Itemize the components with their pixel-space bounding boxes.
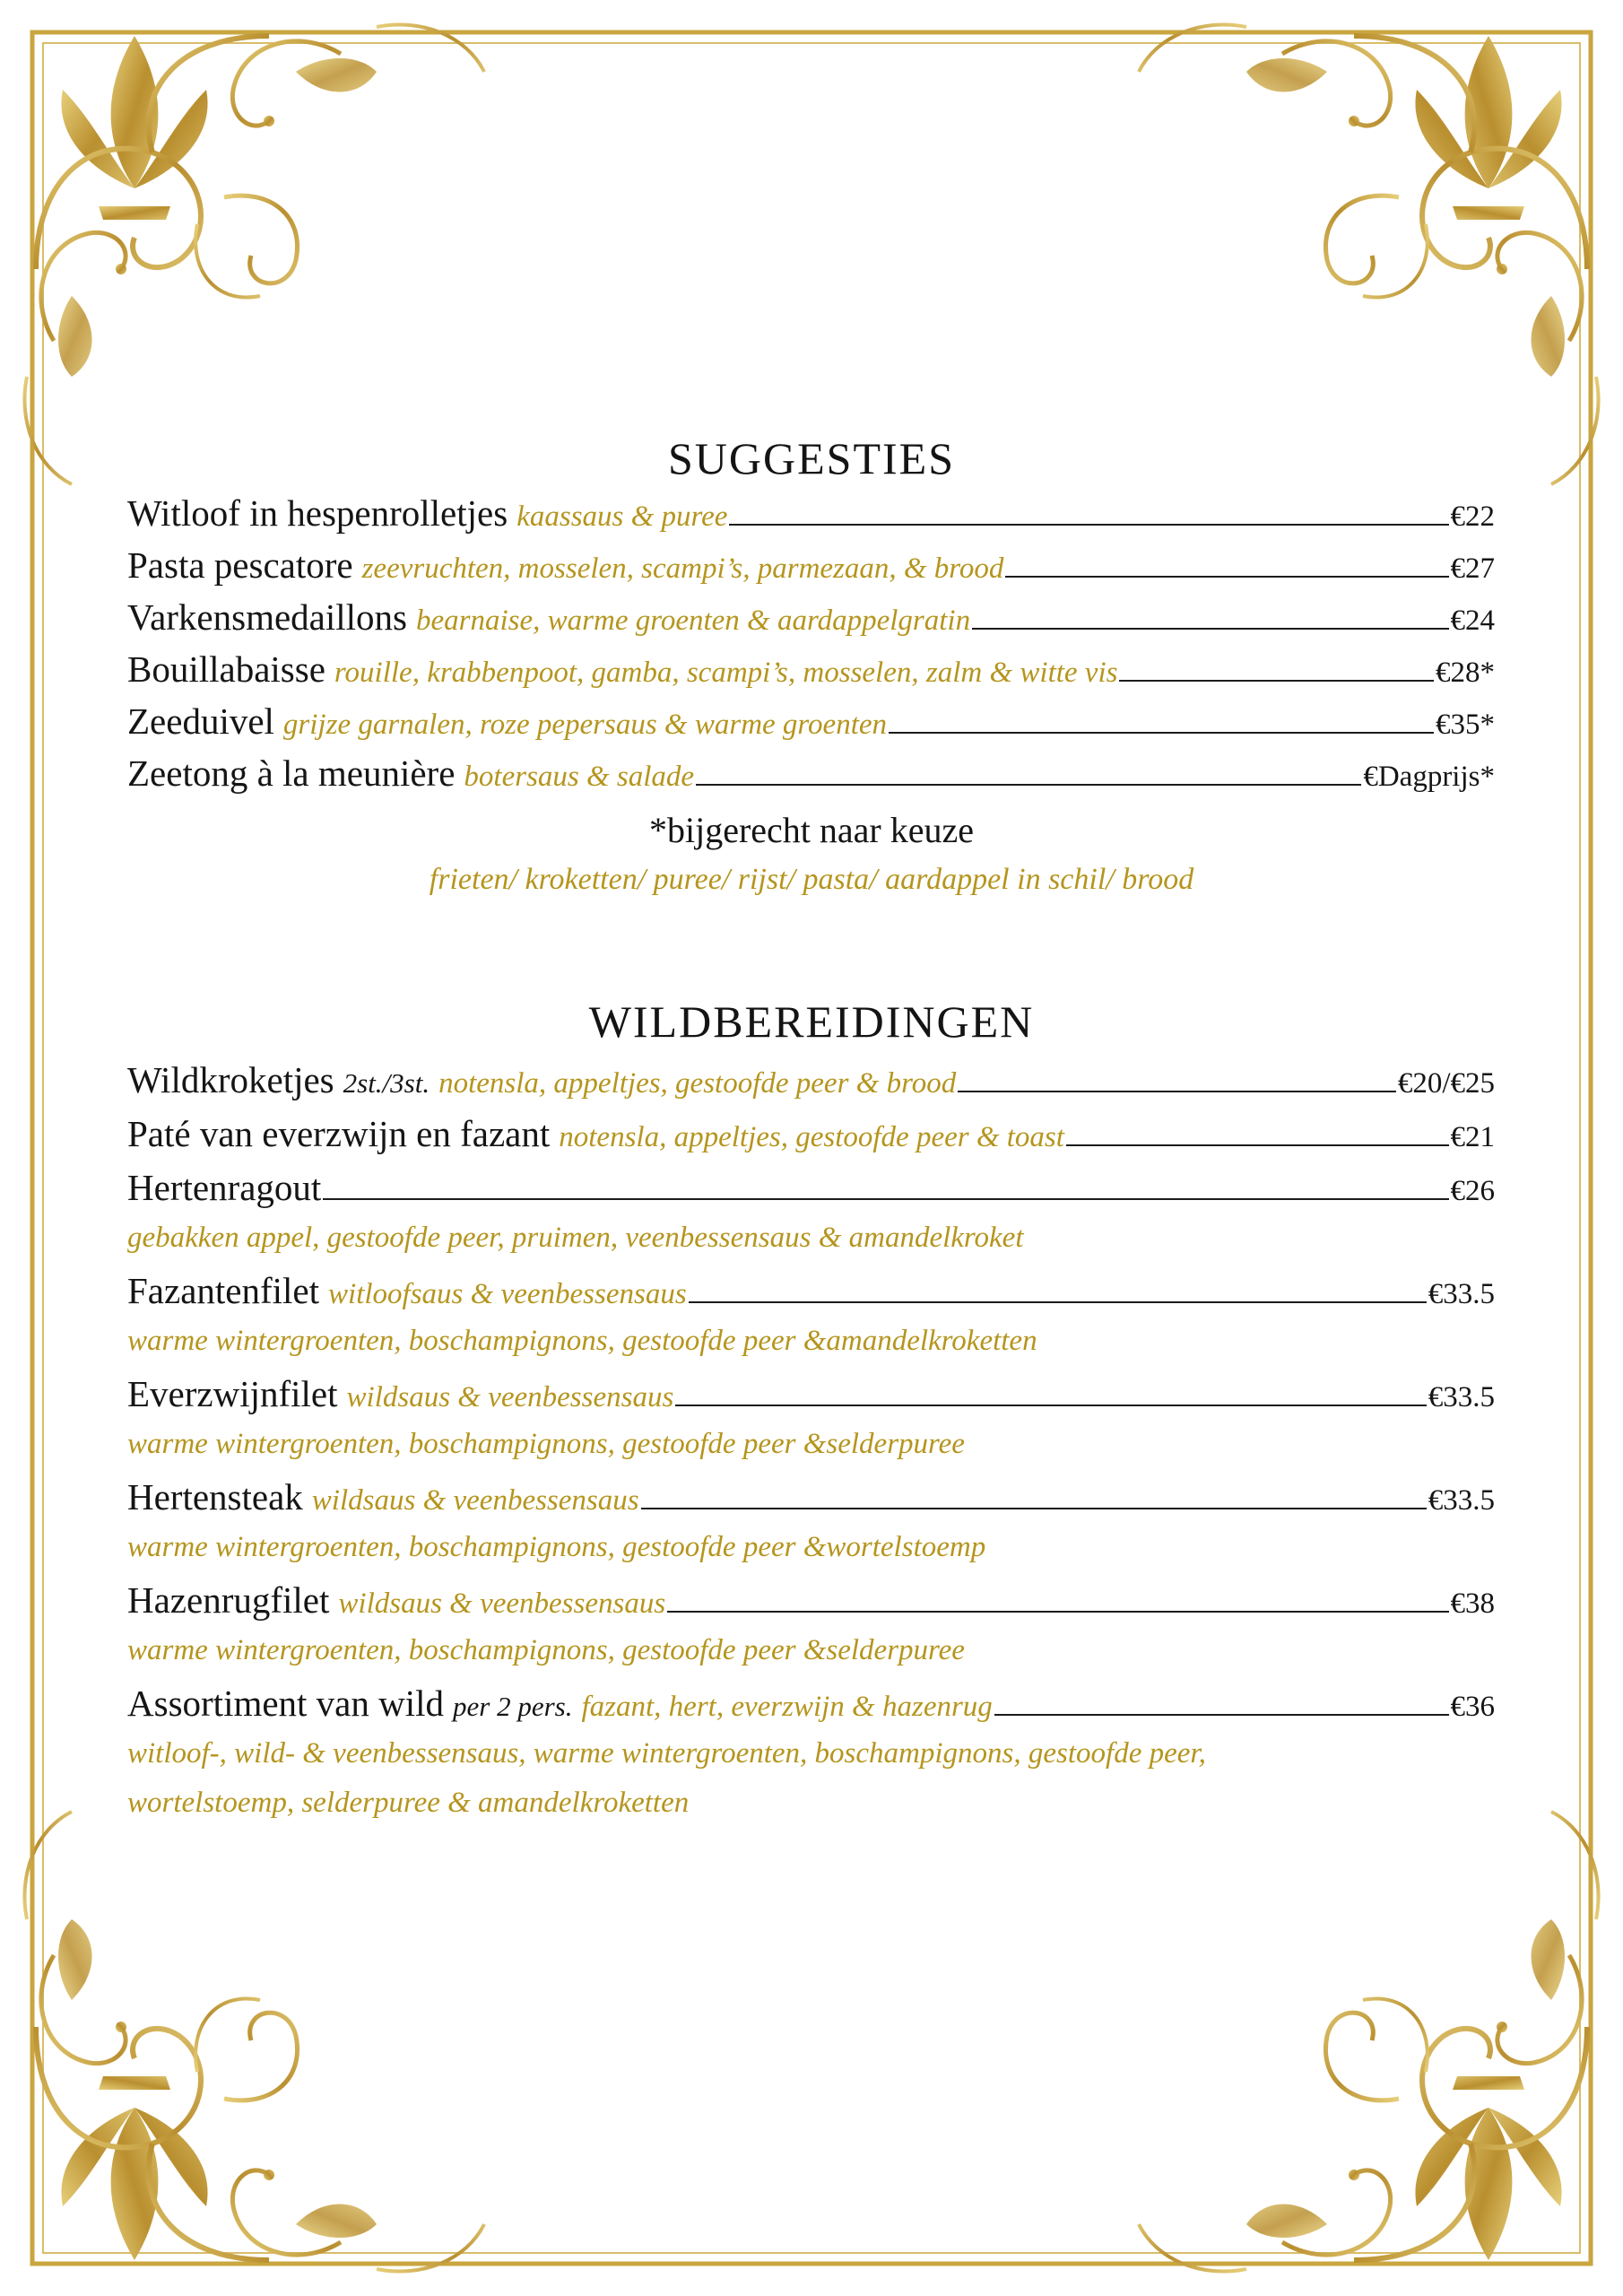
item-sub-description: warme wintergroenten, boschampignons, gestoofde peer &selderpuree bbox=[127, 1634, 965, 1666]
dotted-leader bbox=[1066, 1144, 1449, 1146]
item-description: kaassaus & puree bbox=[516, 500, 728, 533]
item-description: zeevruchten, mosselen, scampi’s, parmezaan, & brood bbox=[361, 552, 1004, 585]
menu-item bbox=[127, 1682, 1495, 1732]
item-name: Paté van everzwijn en fazant bbox=[127, 1113, 551, 1154]
item-name: Fazantenfilet bbox=[127, 1270, 320, 1311]
dotted-leader bbox=[323, 1197, 1448, 1200]
menu-item bbox=[127, 596, 1495, 646]
item-name: Zeetong à la meunière bbox=[127, 752, 456, 794]
menu-item bbox=[127, 1578, 1495, 1629]
dotted-leader bbox=[641, 1507, 1427, 1509]
item-price: €36 bbox=[1450, 1691, 1495, 1723]
item-description: botersaus & salade bbox=[464, 761, 695, 793]
menu-item bbox=[127, 1166, 1495, 1216]
item-description: grijze garnalen, roze pepersaus & warme groenten bbox=[282, 709, 888, 741]
menu-item bbox=[127, 544, 1495, 594]
item-price: €21 bbox=[1450, 1121, 1495, 1153]
dotted-leader bbox=[889, 731, 1434, 734]
item-price: €27 bbox=[1450, 552, 1495, 585]
side-dish-options: frieten/ kroketten/ puree/ rijst/ pasta/ aardappel in schil/ brood bbox=[429, 863, 1194, 896]
menu-item bbox=[127, 752, 1495, 802]
item-sub-description: warme wintergroenten, boschampignons, gestoofde peer &selderpuree bbox=[127, 1428, 965, 1460]
dotted-leader bbox=[958, 1090, 1396, 1092]
section-title-suggesties: SUGGESTIES bbox=[667, 433, 956, 483]
item-description: witloofsaus & veenbessensaus bbox=[328, 1278, 687, 1310]
dotted-leader bbox=[667, 1610, 1448, 1613]
menu-item bbox=[127, 1372, 1495, 1422]
item-description: bearnaise, warme groenten & aardappelgratin bbox=[415, 604, 971, 637]
dotted-leader bbox=[972, 627, 1448, 630]
section-title-wildbereidingen: WILDBEREIDINGEN bbox=[588, 996, 1035, 1047]
item-price: €22 bbox=[1450, 500, 1495, 533]
item-name: Everzwijnfilet bbox=[127, 1373, 338, 1414]
item-description: rouille, krabbenpoot, gamba, scampi’s, mosselen, zalm & witte vis bbox=[334, 657, 1118, 689]
item-price: €33.5 bbox=[1428, 1381, 1495, 1413]
item-name: Hertensteak bbox=[127, 1476, 303, 1518]
item-description: wildsaus & veenbessensaus bbox=[338, 1587, 666, 1620]
item-name: Witloof in hespenrolletjes bbox=[127, 492, 508, 534]
item-name: Assortiment van wild bbox=[127, 1683, 445, 1724]
item-price: €35* bbox=[1436, 709, 1495, 741]
dotted-leader bbox=[675, 1404, 1426, 1406]
menu-item bbox=[127, 491, 1495, 542]
dotted-leader bbox=[994, 1713, 1449, 1716]
side-dish-note: *bijgerecht naar keuze bbox=[648, 810, 974, 850]
item-price: €26 bbox=[1450, 1175, 1495, 1207]
item-price: €38 bbox=[1450, 1587, 1495, 1620]
item-description: notensla, appeltjes, gestoofde peer & toast bbox=[559, 1121, 1064, 1153]
item-price: €28* bbox=[1436, 657, 1495, 689]
item-price: €33.5 bbox=[1428, 1278, 1495, 1310]
item-name: Bouillabaisse bbox=[127, 648, 325, 690]
item-sub-description: warme wintergroenten, boschampignons, gestoofde peer &amandelkroketten bbox=[127, 1325, 1037, 1357]
item-name: Wildkroketjes bbox=[127, 1059, 334, 1100]
item-description: wildsaus & veenbessensaus bbox=[311, 1484, 639, 1517]
item-name: Hertenragout bbox=[127, 1167, 322, 1208]
item-price: €33.5 bbox=[1428, 1484, 1495, 1517]
item-description: notensla, appeltjes, gestoofde peer & brood bbox=[438, 1067, 957, 1100]
item-name: Varkensmedaillons bbox=[127, 596, 407, 638]
menu-item bbox=[127, 1475, 1495, 1526]
menu-item bbox=[127, 700, 1495, 750]
item-price: €20/€25 bbox=[1397, 1067, 1495, 1100]
item-description: fazant, hert, everzwijn & hazenrug bbox=[581, 1691, 993, 1723]
dotted-leader bbox=[689, 1300, 1427, 1303]
item-qualifier: 2st./3st. bbox=[343, 1067, 430, 1099]
menu-item bbox=[127, 648, 1495, 698]
menu-item bbox=[127, 1112, 1495, 1162]
item-name: Pasta pescatore bbox=[127, 544, 353, 586]
item-name: Hazenrugfilet bbox=[127, 1579, 330, 1621]
item-price: €Dagprijs* bbox=[1363, 761, 1495, 793]
item-sub-description: warme wintergroenten, boschampignons, gestoofde peer &wortelstoemp bbox=[127, 1531, 986, 1563]
item-description: wildsaus & veenbessensaus bbox=[346, 1381, 674, 1413]
menu-item bbox=[127, 1269, 1495, 1319]
item-sub-description: witloof-, wild- & veenbessensaus, warme wintergroenten, boschampignons, gestoofde peer, bbox=[127, 1737, 1206, 1770]
dotted-leader bbox=[696, 783, 1361, 786]
item-price: €24 bbox=[1450, 604, 1495, 637]
item-sub-description: gebakken appel, gestoofde peer, pruimen, veenbessensaus & amandelkroket bbox=[127, 1222, 1024, 1254]
dotted-leader bbox=[729, 523, 1448, 526]
dotted-leader bbox=[1005, 575, 1448, 578]
item-sub-description: wortelstoemp, selderpuree & amandelkroketten bbox=[127, 1787, 690, 1819]
item-qualifier: per 2 pers. bbox=[453, 1691, 573, 1722]
menu-item bbox=[127, 1058, 1495, 1109]
dotted-leader bbox=[1119, 679, 1434, 682]
item-name: Zeeduivel bbox=[127, 700, 274, 742]
